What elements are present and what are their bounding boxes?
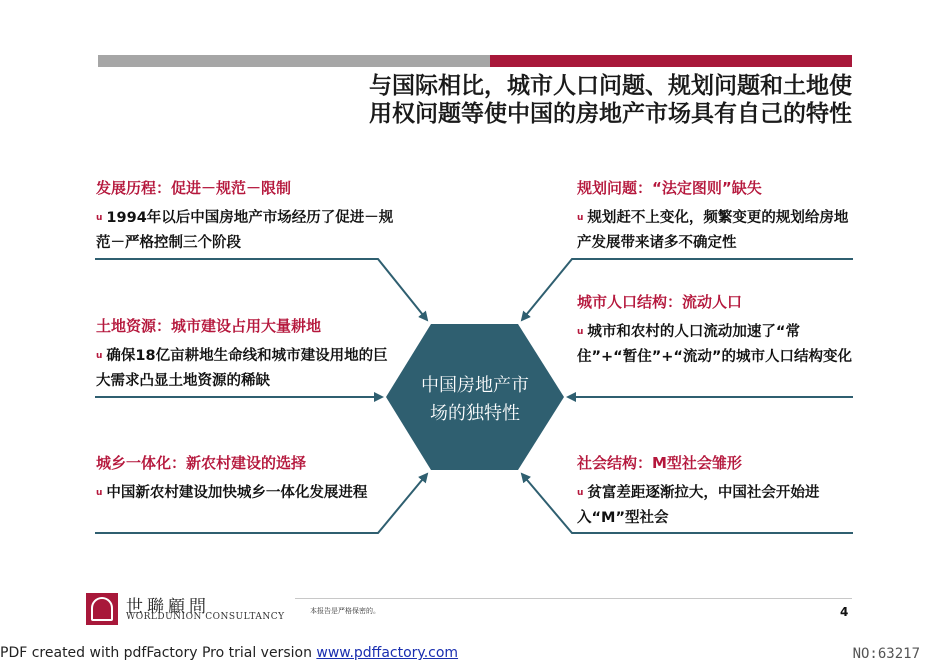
center-label bbox=[400, 372, 550, 428]
block-text bbox=[96, 206, 396, 256]
center-label-line-1: 中国房地产市 bbox=[421, 375, 529, 396]
block-text-content: 贫富差距逐渐拉大，中国社会开始进入“M”型社会 bbox=[577, 485, 820, 526]
block-social-structure bbox=[577, 453, 852, 531]
title-line-1: 与国际相比，城市人口问题、规划问题和土地使 bbox=[369, 73, 852, 99]
logo-english: WORLDUNION CONSULTANCY bbox=[126, 612, 285, 622]
page-number: 4 bbox=[840, 605, 849, 619]
footer-divider bbox=[295, 598, 852, 599]
block-text bbox=[577, 320, 855, 370]
block-text-content: 城市和农村的人口流动加速了“常住”+“暂住”+“流动”的城市人口结构变化 bbox=[577, 324, 852, 365]
block-text-content: 确保18亿亩耕地生命线和城市建设用地的巨大需求凸显土地资源的稀缺 bbox=[96, 348, 388, 389]
pdf-watermark bbox=[0, 645, 458, 661]
watermark-text: PDF created with pdfFactory Pro trial version bbox=[0, 645, 312, 661]
block-urban-rural bbox=[96, 453, 396, 506]
block-text bbox=[96, 344, 396, 394]
block-land-resources bbox=[96, 316, 396, 394]
bullet-icon: u bbox=[96, 351, 103, 361]
bullet-icon: u bbox=[96, 213, 103, 223]
bullet-icon: u bbox=[577, 327, 584, 337]
block-heading: 社会结构：M型社会雏形 bbox=[577, 454, 742, 472]
block-heading: 规划问题：“法定图则”缺失 bbox=[577, 179, 762, 197]
block-heading: 发展历程：促进－规范－限制 bbox=[96, 179, 292, 197]
watermark-id: NO:63217 bbox=[852, 646, 920, 662]
bullet-icon: u bbox=[96, 488, 103, 498]
block-heading: 城市人口结构：流动人口 bbox=[577, 293, 743, 311]
block-development-history bbox=[96, 178, 396, 256]
block-planning bbox=[577, 178, 852, 256]
block-text-content: 1994年以后中国房地产市场经历了促进－规范－严格控制三个阶段 bbox=[96, 210, 394, 251]
block-heading: 城乡一体化：新农村建设的选择 bbox=[96, 454, 307, 472]
block-population bbox=[577, 292, 855, 370]
block-heading: 土地资源：城市建设占用大量耕地 bbox=[96, 317, 322, 335]
block-text-content: 中国新农村建设加快城乡一体化发展进程 bbox=[106, 485, 368, 501]
confidential-note: 本报告是严格保密的。 bbox=[310, 607, 380, 615]
center-label-line-2: 场的独特性 bbox=[430, 403, 520, 424]
watermark-link[interactable]: www.pdffactory.com bbox=[316, 645, 459, 661]
company-logo-icon bbox=[86, 593, 118, 625]
bullet-icon: u bbox=[577, 488, 584, 498]
bullet-icon: u bbox=[577, 213, 584, 223]
title-line-2: 用权问题等使中国的房地产市场具有自己的特性 bbox=[369, 101, 852, 127]
block-text bbox=[577, 481, 852, 531]
block-text-content: 规划赶不上变化，频繁变更的规划给房地产发展带来诸多不确定性 bbox=[577, 210, 849, 251]
block-text bbox=[96, 481, 396, 506]
block-text bbox=[577, 206, 852, 256]
connector-left-1 bbox=[95, 259, 427, 320]
logo-chinese: 世聯顧問 bbox=[126, 597, 210, 617]
